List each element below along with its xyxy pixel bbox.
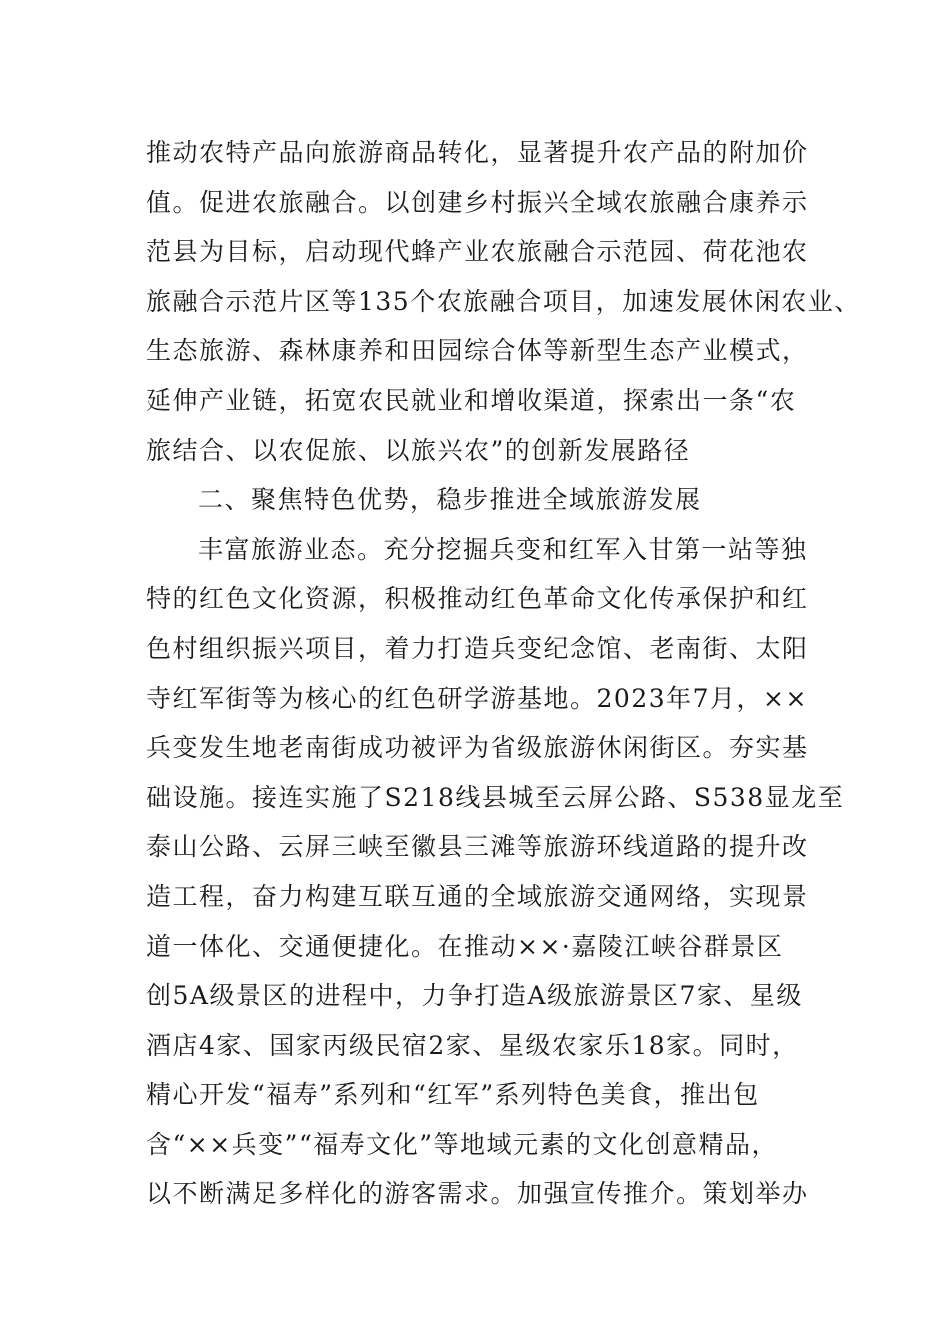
text-line: 以不断满足多样化的游客需求。加强宣传推介。策划举办 [146,1179,809,1209]
paragraph-first-line: 丰富旅游业态。充分挖掘兵变和红军入甘第一站等独 [198,534,808,564]
text-line: 础设施。接连实施了S218线县城至云屏公路、S538显龙至 [146,782,845,812]
document-body [146,128,861,1219]
text-line: 兵变发生地老南街成功被评为省级旅游休闲街区。夯实基 [146,733,809,763]
text-line: 旅融合示范片区等135个农旅融合项目，加速发展休闲农业、 [146,286,861,316]
text-line: 延伸产业链，拓宽农民就业和增收渠道，探索出一条“农 [146,385,797,415]
text-line: 色村组织振兴项目，着力打造兵变纪念馆、老南街、太阳 [146,633,809,663]
text-line: 范县为目标，启动现代蜂产业农旅融合示范园、荷花池农 [146,237,809,267]
text-line: 旅结合、以农促旅、以旅兴农”的创新发展路径 [146,435,691,465]
text-line: 值。促进农旅融合。以创建乡村振兴全域农旅融合康养示 [146,187,809,217]
section-heading: 二、聚焦特色优势，稳步推进全域旅游发展 [198,485,702,515]
text-line: 酒店4家、国家丙级民宿2家、星级农家乐18家。同时， [146,1030,799,1060]
text-line: 寺红军街等为核心的红色研学游基地。2023年7月，×× [146,683,808,713]
text-line: 泰山公路、云屏三峡至徽县三滩等旅游环线道路的提升改 [146,832,809,862]
text-line: 生态旅游、森林康养和田园综合体等新型生态产业模式， [146,336,809,366]
text-line: 造工程，奋力构建互联互通的全域旅游交通网络，实现景 [146,881,809,911]
text-line: 推动农特产品向旅游商品转化，显著提升农产品的附加价 [146,138,809,167]
text-line: 含“××兵变”“福寿文化”等地域元素的文化创意精品， [146,1129,779,1159]
text-line: 创5A级景区的进程中，力争打造A级旅游景区7家、星级 [146,981,803,1011]
text-line: 道一体化、交通便捷化。在推动××·嘉陵江峡谷群景区 [146,931,784,961]
text-line: 特的红色文化资源，积极推动红色革命文化传承保护和红 [146,584,809,614]
text-line: 精心开发“福寿”系列和“红军”系列特色美食，推出包 [146,1080,760,1110]
